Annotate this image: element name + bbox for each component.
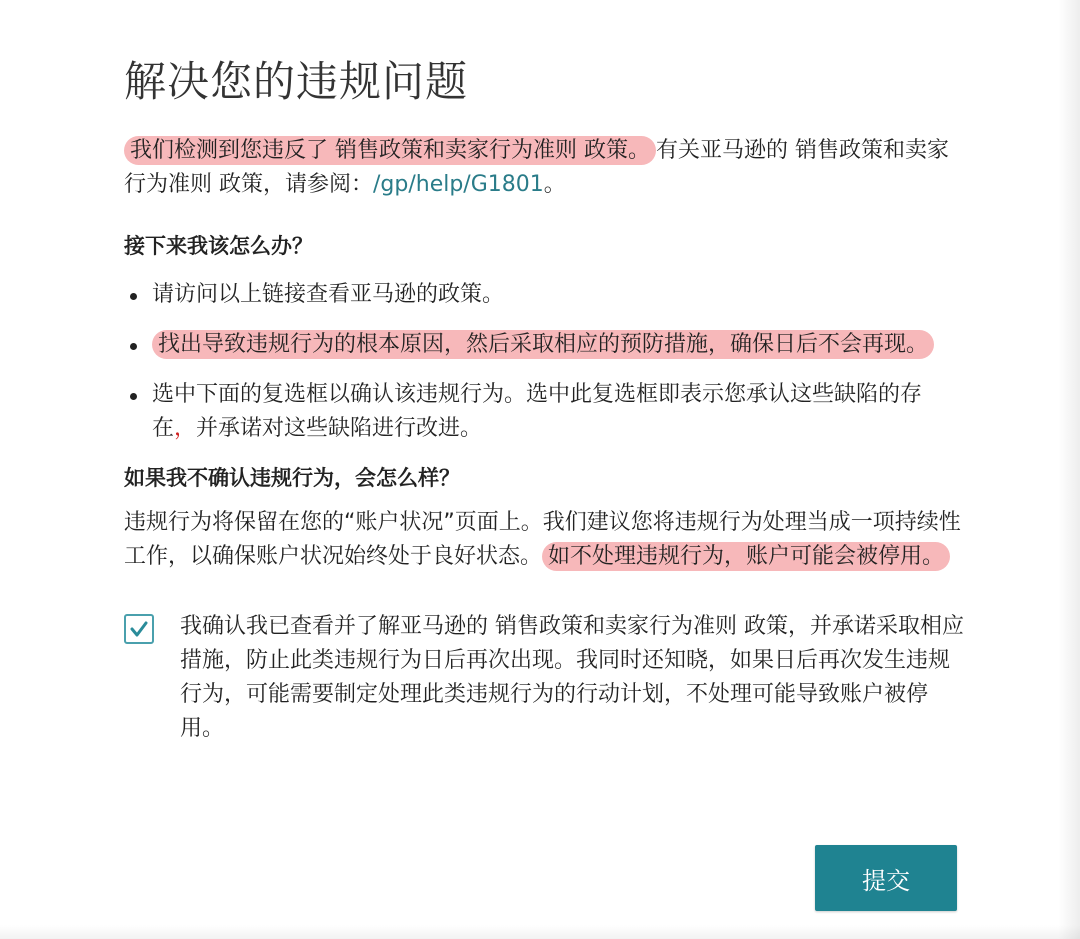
bullet-highlight: 找出导致违规行为的根本原因，然后采取相应的预防措施，确保日后不会再现。 <box>152 330 934 359</box>
next-steps-list <box>124 278 964 446</box>
list-item <box>124 278 964 312</box>
consequence-heading: 如果我不确认违规行为，会怎么样？ <box>124 466 460 490</box>
check-icon <box>126 616 152 642</box>
bullet-icon <box>130 393 137 400</box>
confirm-checkbox[interactable] <box>124 614 154 644</box>
bullet-text: 请访问以上链接查看亚马逊的政策。 <box>152 282 505 307</box>
submit-button[interactable]: 提交 <box>815 845 957 911</box>
frame-shadow-right <box>1058 0 1080 939</box>
bullet-text: 并承诺对这些缺陷进行改进。 <box>196 416 483 441</box>
frame-shadow-bottom <box>0 925 1080 939</box>
list-item <box>124 378 964 446</box>
list-item <box>124 328 964 362</box>
consequence-highlight: 如不处理违规行为，账户可能会被停用。 <box>542 542 950 571</box>
bullet-icon <box>130 293 137 300</box>
page-title: 解决您的违规问题 <box>124 57 469 106</box>
intro-highlight: 我们检测到您违反了 销售政策和卖家行为准则 政策。 <box>124 136 656 165</box>
intro-end: 。 <box>543 172 566 197</box>
bullet-comma: ， <box>174 416 197 441</box>
confirm-text: 我确认我已查看并了解亚马逊的 销售政策和卖家行为准则 政策，并承诺采取相应措施，防止此类违规行为日后再次出现。我同时还知晓，如果日后再次发生违规行为，可能需要制定处理此类违规行为的行动计划，不处理可能导致账户被停用。 <box>180 614 964 741</box>
bullet-icon <box>130 343 137 350</box>
intro-paragraph <box>124 134 964 202</box>
bullet-text: 选中下面的复选框以确认该违规行为。选中此复选框即表示您承认这些缺陷的存在 <box>152 382 923 441</box>
consequence-text: 违规行为将保留在您的“账户状况”页面上。我们建议您将违规行为处理当成一项持续性工作，以确保账户状况始终处于良好状态。 <box>124 510 961 569</box>
intro-text: 有关亚马逊的 销售政策和卖家行为准则 政策，请参阅： <box>124 138 949 197</box>
next-steps-heading: 接下来我该怎么办？ <box>124 234 313 258</box>
confirmation-row <box>124 610 964 746</box>
violation-panel <box>124 52 964 746</box>
policy-link[interactable]: /gp/help/G1801 <box>373 172 544 197</box>
consequence-paragraph <box>124 506 964 574</box>
